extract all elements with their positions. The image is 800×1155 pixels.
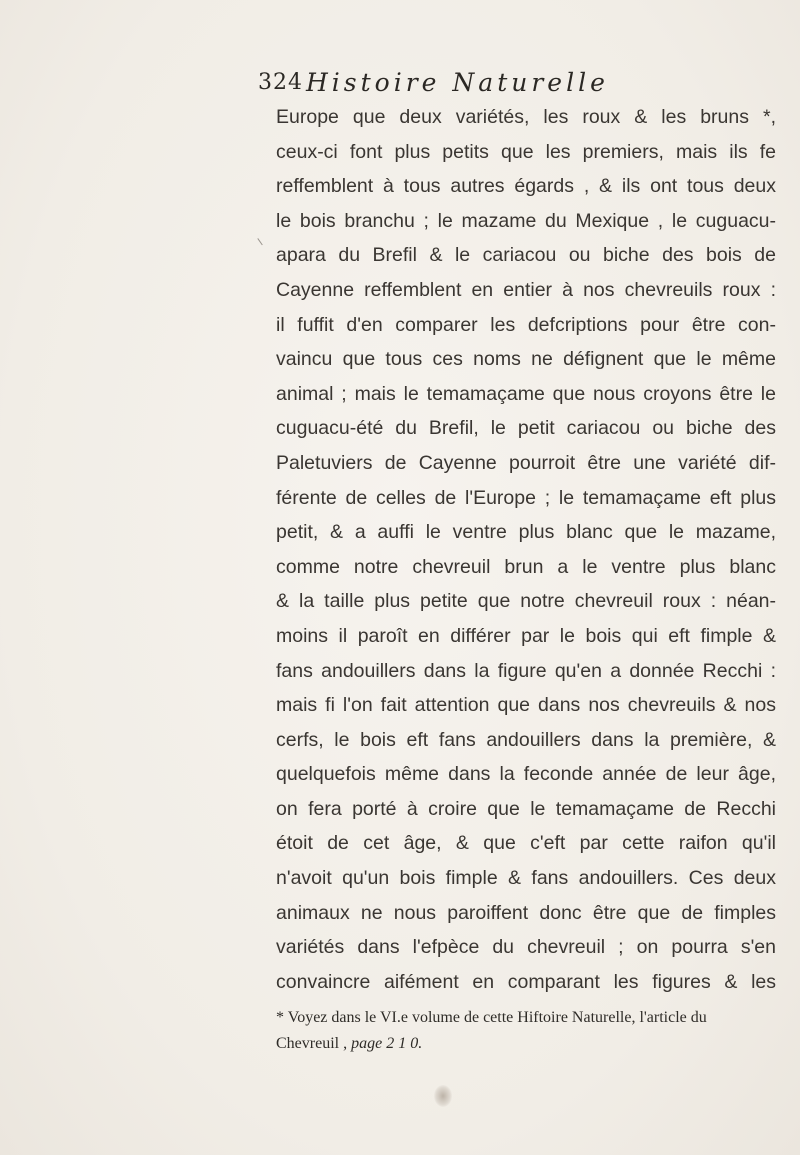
footnote-page-ref: page 2 1 0. — [351, 1035, 423, 1052]
running-title: Histoire Naturelle — [306, 68, 609, 97]
text-line: mais fi l'on fait attention que dans nos chevreuils & nos — [276, 694, 776, 717]
text-line: comme notre chevreuil brun a le ventre plus blanc — [276, 555, 776, 578]
footnote-line-2 — [276, 1031, 776, 1057]
text-line: férente de celles de l'Europe ; le temamaçame eft plus — [276, 486, 776, 509]
text-line: le bois branchu ; le mazame du Mexique , le cuguacu- — [276, 209, 776, 232]
page-header — [258, 70, 728, 100]
text-line: convaincre aifément en comparant les figures & les — [276, 970, 776, 993]
text-line: n'avoit qu'un bois fimple & fans andouillers. Ces deux — [276, 867, 776, 890]
page-number: 324 — [258, 70, 303, 95]
text-line: fans andouillers dans la figure qu'en a donnée Recchi : — [276, 659, 776, 682]
footnote — [276, 1005, 776, 1057]
text-line: cerfs, le bois eft fans andouillers dans la première, & — [276, 728, 776, 751]
text-line: apara du Brefil & le cariacou ou biche des bois de — [276, 244, 776, 267]
text-line: quelquefois même dans la feconde année de leur âge, — [276, 763, 776, 786]
text-line: Europe que deux variétés, les roux & les bruns *, — [276, 106, 776, 128]
footnote-line: * Voyez dans le VI.e volume de cette Hiftoire Naturelle, l'article du — [276, 1009, 707, 1026]
margin-mark — [257, 235, 267, 246]
text-line: variétés dans l'efpèce du chevreuil ; on pourra s'en — [276, 936, 776, 959]
text-line: Cayenne reffemblent en entier à nos chevreuils roux : — [276, 278, 776, 301]
text-line: étoit de cet âge, & que c'eft par cette raifon qu'il — [276, 832, 776, 855]
text-line: on fera porté à croire que le temamaçame de Recchi — [276, 797, 776, 820]
text-line: vaincu que tous ces noms ne défignent que le même — [276, 348, 776, 371]
footnote-text: Chevreuil , — [276, 1035, 348, 1052]
text-line: reffemblent à tous autres égards , & ils ont tous deux — [276, 175, 776, 198]
text-line: moins il paroît en différer par le bois qui eft fimple & — [276, 624, 776, 647]
ink-blot — [434, 1085, 452, 1107]
text-line: animal ; mais le temamaçame que nous croyons être le — [276, 382, 776, 405]
text-line: Paletuviers de Cayenne pourroit être une variété dif- — [276, 451, 776, 474]
text-line: petit, & a auffi le ventre plus blanc que le mazame, — [276, 521, 776, 544]
text-line: & la taille plus petite que notre chevreuil roux : néan- — [276, 590, 776, 613]
text-line: cuguacu-été du Brefil, le petit cariacou ou biche des — [276, 417, 776, 440]
body-text — [276, 100, 776, 999]
text-line: ceux-ci font plus petits que les premiers, mais ils fe — [276, 140, 776, 163]
text-line: il fuffit d'en comparer les defcriptions pour être con- — [276, 313, 776, 336]
text-line: animaux ne nous paroiffent donc être que de fimples — [276, 901, 776, 924]
